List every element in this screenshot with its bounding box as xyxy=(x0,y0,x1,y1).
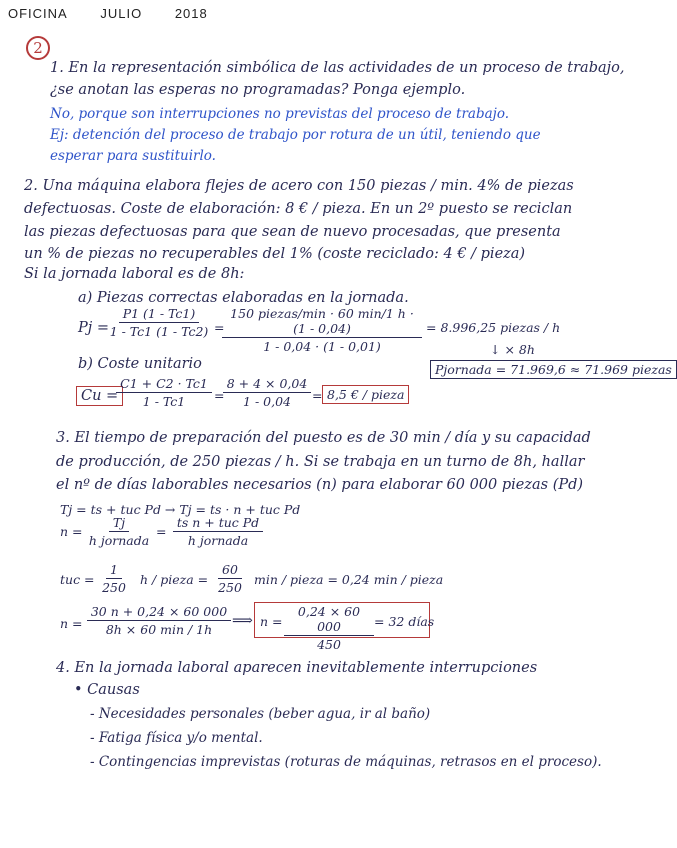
fraction-denominator: 250 xyxy=(102,580,126,595)
fraction-denominator: 1 - Tc1 xyxy=(142,394,186,409)
fraction xyxy=(104,306,214,339)
unit-text: min / pieza = 0,24 min / pieza xyxy=(254,572,444,587)
cause-item: - Necesidades personales (beber agua, ir al baño) xyxy=(90,706,431,722)
fraction-denominator: 8h × 60 min / 1h xyxy=(105,622,213,637)
fraction xyxy=(114,376,214,409)
rate-result: = 8.996,25 piezas / h xyxy=(426,320,561,335)
equals-sign: = xyxy=(214,320,225,335)
fraction-numerator: 150 piezas/min · 60 min/1 h · (1 - 0,04) xyxy=(222,306,422,338)
fraction xyxy=(96,562,132,595)
fraction-denominator: 1 - 0,04 xyxy=(243,394,291,409)
fraction xyxy=(284,604,374,652)
part-a-label: a) Piezas correctas elaboradas en la jornada. xyxy=(78,290,409,306)
answer-1-line: No, porque son interrupciones no previstas del proceso de trabajo. xyxy=(50,106,510,122)
question-1-line: 1. En la representación simbólica de las actividades de un proceso de trabajo, xyxy=(50,60,625,76)
equals-sign: = xyxy=(214,388,225,403)
fraction-numerator: 30 n + 0,24 × 60 000 xyxy=(87,604,231,621)
fraction-numerator: 1 xyxy=(106,562,122,579)
question-3-line: 3. El tiempo de preparación del puesto es de 30 min / día y su capacidad xyxy=(56,430,591,446)
fraction-denominator: h jornada xyxy=(88,533,150,548)
fraction-denominator: 250 xyxy=(218,580,242,595)
fraction-numerator: 60 xyxy=(218,562,242,579)
fraction-numerator: P1 (1 - Tc1) xyxy=(119,306,200,323)
unit-text: h / pieza = xyxy=(140,572,209,587)
fraction-numerator: ts n + tuc Pd xyxy=(173,515,263,532)
question-2-line: defectuosas. Coste de elaboración: 8 € / pieza. En un 2º puesto se reciclan xyxy=(24,201,573,217)
equals-sign: = xyxy=(312,388,323,403)
fraction-denominator: h jornada xyxy=(187,533,249,548)
causes-heading: • Causas xyxy=(74,682,140,698)
question-2-line: Si la jornada laboral es de 8h: xyxy=(24,266,245,282)
jornada-result: Pjornada = 71.969,6 ≈ 71.969 piezas xyxy=(430,360,677,379)
section-number: 2 xyxy=(26,36,50,60)
header-word: OFICINA xyxy=(8,6,68,21)
fraction-numerator: 0,24 × 60 000 xyxy=(284,604,374,636)
question-4-line: 4. En la jornada laboral aparecen inevitablemente interrupciones xyxy=(56,660,538,676)
cause-item: - Contingencias imprevistas (roturas de máquinas, retrasos en el proceso). xyxy=(90,754,602,770)
page-header xyxy=(8,6,236,21)
question-2-line: las piezas defectuosas para que sean de nuevo procesadas, que presenta xyxy=(24,224,561,240)
fraction xyxy=(212,562,248,595)
question-3-line: el nº de días laborables necesarios (n) para elaborar 60 000 piezas (Pd) xyxy=(56,477,584,493)
equals-sign: = xyxy=(156,524,167,539)
formula-lhs: tuc = xyxy=(60,572,95,587)
formula-lhs: Cu = xyxy=(76,386,123,406)
question-3-line: de producción, de 250 piezas / h. Si se trabaja en un turno de 8h, hallar xyxy=(56,454,585,470)
header-word: JULIO xyxy=(100,6,143,21)
formula-lhs: Pj = xyxy=(78,320,110,336)
fraction-numerator: Tj xyxy=(109,515,129,532)
fraction-numerator: C1 + C2 · Tc1 xyxy=(116,376,212,393)
implies-arrow: ⟹ xyxy=(232,613,253,629)
times-8h: ↓ × 8h xyxy=(490,342,535,357)
fraction-denominator: 450 xyxy=(317,637,341,652)
days-result: = 32 días xyxy=(374,614,435,629)
formula-lhs: n = xyxy=(60,524,83,539)
formula-lhs: n = xyxy=(260,614,283,629)
fraction xyxy=(222,306,422,354)
answer-1-line: esperar para sustituirlo. xyxy=(50,148,216,164)
fraction xyxy=(86,604,232,637)
equation: Tj = ts + tuc Pd → Tj = ts · n + tuc Pd xyxy=(60,502,301,517)
answer-1-line: Ej: detención del proceso de trabajo por rotura de un útil, teniendo que xyxy=(50,127,541,143)
cause-item: - Fatiga física y/o mental. xyxy=(90,730,263,746)
formula-lhs: n = xyxy=(60,616,83,631)
fraction-numerator: 8 + 4 × 0,04 xyxy=(223,376,312,393)
fraction xyxy=(84,515,154,548)
question-2-line: un % de piezas no recuperables del 1% (coste reciclado: 4 € / pieza) xyxy=(24,246,526,262)
question-1-line: ¿se anotan las esperas no programadas? Ponga ejemplo. xyxy=(50,82,466,98)
question-2-line: 2. Una máquina elabora flejes de acero con 150 piezas / min. 4% de piezas xyxy=(24,178,574,194)
fraction xyxy=(168,515,268,548)
fraction-denominator: 1 - Tc1 (1 - Tc2) xyxy=(109,324,209,339)
header-word: 2018 xyxy=(174,6,208,21)
part-b-label: b) Coste unitario xyxy=(78,356,202,372)
unit-cost-result: 8,5 € / pieza xyxy=(322,385,409,404)
fraction xyxy=(222,376,312,409)
fraction-denominator: 1 - 0,04 · (1 - 0,01) xyxy=(263,339,381,354)
